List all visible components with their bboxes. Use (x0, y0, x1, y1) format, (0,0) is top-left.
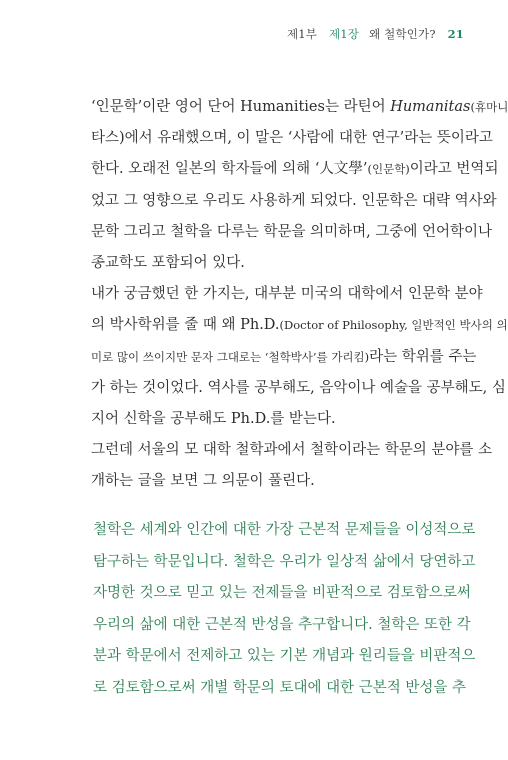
text-line (77, 466, 459, 497)
text-segment: ‘인문학’이란 영어 단어 Humanities는 라틴어 (91, 99, 391, 115)
text-line (77, 404, 459, 435)
text-segment: 그런데 서울의 모 대학 철학과에서 철학이라는 학문의 분야를 소 (91, 442, 493, 459)
page-number: 21 (447, 27, 464, 41)
quoted-passage (93, 515, 476, 705)
text-line (77, 186, 497, 217)
chapter-title: 왜 철학인가? (368, 27, 436, 41)
text-line (77, 248, 459, 279)
text-line (77, 373, 506, 404)
part-label: 제1부 (286, 27, 318, 41)
text-line (77, 279, 483, 310)
running-header (287, 26, 464, 42)
text-segment: (인문학) (367, 162, 410, 177)
body-paragraph (77, 279, 508, 435)
text-line (77, 342, 477, 373)
text-segment: 내가 궁금했던 한 가지는, 대부분 미국의 대학에서 인문학 분야 (91, 286, 483, 303)
text-segment: (Doctor of Philosophy, 일반적인 박사의 의 (279, 318, 508, 333)
quote-line: 철학은 세계와 인간에 대한 가장 근본적 문제들을 이성적으로 (93, 522, 476, 538)
text-segment: (휴마니 (470, 100, 508, 114)
text-segment: 미로 많이 쓰이지만 문자 그대로는 ‘철학박사’를 가리킴) (91, 349, 370, 364)
chapter-label: 제1장 (328, 27, 360, 41)
quote-line: 자명한 것으로 믿고 있는 전제들을 비판적으로 검토함으로써 (93, 585, 471, 602)
body-paragraph (77, 435, 493, 497)
text-segment: 타스)에서 유래했으며, 이 말은 ‘사람에 대한 연구’라는 뜻이라고 (91, 130, 493, 147)
text-line (77, 217, 493, 248)
text-line (77, 435, 493, 466)
text-line (77, 92, 508, 123)
text-segment: 지어 신학을 공부해도 Ph.D.를 받는다. (91, 411, 336, 428)
text-segment: 종교학도 포함되어 있다. (91, 255, 245, 272)
text-segment: 한다. 오래전 일본의 학자들에 의해 ‘人文學’ (91, 161, 368, 178)
quote-paragraph (93, 515, 476, 705)
text-segment: Humanitas (390, 99, 471, 115)
text-segment: 가 하는 것이었다. 역사를 공부해도, 음악이나 예술을 공부해도, 심 (91, 379, 506, 396)
text-segment: 개하는 글을 보면 그 의문이 풀린다. (91, 473, 315, 490)
text-line (77, 310, 508, 341)
text-segment: 이라고 번역되 (409, 161, 499, 178)
text-segment: 라는 학위를 주는 (369, 348, 477, 365)
body-text (77, 92, 508, 498)
quote-line: 로 검토함으로써 개별 학문의 토대에 대한 근본적 반성을 추 (93, 679, 467, 696)
text-line (77, 154, 499, 185)
quote-line: 탐구하는 학문입니다. 철학은 우리가 일상적 삶에서 당연하고 (93, 553, 476, 570)
quote-line: 분과 학문에서 전제하고 있는 기본 개념과 원리들을 비판적으 (93, 648, 476, 665)
text-segment: 문학 그리고 철학을 다루는 학문을 의미하며, 그중에 언어학이나 (91, 223, 493, 240)
quote-line: 우리의 삶에 대한 근본적 반성을 추구합니다. 철학은 또한 각 (93, 616, 471, 633)
text-line (77, 123, 493, 154)
text-segment: 었고 그 영향으로 우리도 사용하게 되었다. 인문학은 대략 역사와 (91, 192, 497, 209)
text-segment: 의 박사학위를 줄 때 왜 Ph.D. (91, 317, 280, 334)
body-paragraph (77, 92, 508, 279)
